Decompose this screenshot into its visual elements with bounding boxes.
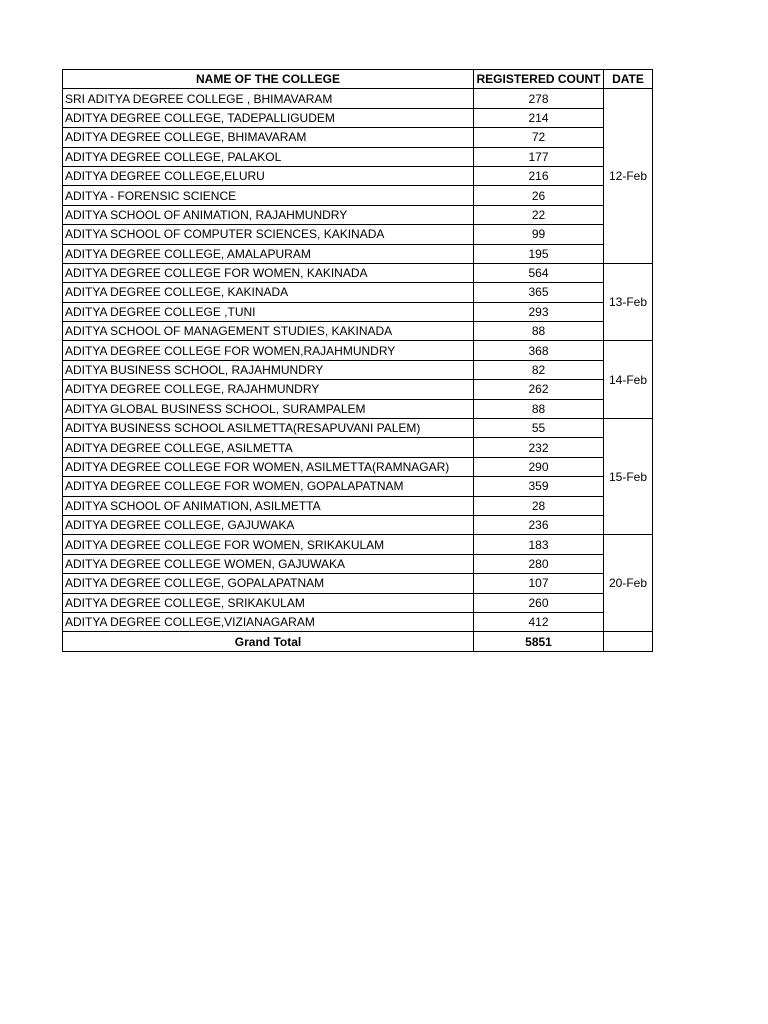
college-name-cell: ADITYA DEGREE COLLEGE FOR WOMEN, KAKINADA (63, 263, 474, 282)
college-name-cell: ADITYA DEGREE COLLEGE, SRIKAKULAM (63, 593, 474, 612)
college-name-cell: ADITYA DEGREE COLLEGE,VIZIANAGARAM (63, 612, 474, 631)
registered-count-cell: 183 (474, 535, 604, 554)
table-body (63, 89, 653, 632)
date-cell: 15-Feb (604, 419, 653, 535)
college-name-cell: ADITYA DEGREE COLLEGE, PALAKOL (63, 147, 474, 166)
table-row (63, 244, 653, 263)
registered-count-cell: 88 (474, 322, 604, 341)
registered-count-cell: 26 (474, 186, 604, 205)
table-row (63, 477, 653, 496)
date-cell: 14-Feb (604, 341, 653, 419)
grand-total-date-cell (604, 632, 653, 651)
table-row (63, 457, 653, 476)
table-row (63, 360, 653, 379)
table-row (63, 535, 653, 554)
registered-count-cell: 412 (474, 612, 604, 631)
registered-count-cell: 260 (474, 593, 604, 612)
table-row (63, 419, 653, 438)
date-cell: 12-Feb (604, 89, 653, 264)
header-registered-count: REGISTERED COUNT (474, 70, 604, 89)
table-row (63, 438, 653, 457)
registered-count-cell: 55 (474, 419, 604, 438)
table-row (63, 380, 653, 399)
table-row (63, 108, 653, 127)
college-name-cell: ADITYA BUSINESS SCHOOL, RAJAHMUNDRY (63, 360, 474, 379)
college-name-cell: SRI ADITYA DEGREE COLLEGE , BHIMAVARAM (63, 89, 474, 108)
college-name-cell: ADITYA SCHOOL OF COMPUTER SCIENCES, KAKINADA (63, 225, 474, 244)
grand-total-label: Grand Total (63, 632, 474, 651)
table-row (63, 574, 653, 593)
registered-count-cell: 365 (474, 283, 604, 302)
registered-count-cell: 368 (474, 341, 604, 360)
table-row (63, 496, 653, 515)
registered-count-cell: 82 (474, 360, 604, 379)
table-row (63, 186, 653, 205)
college-name-cell: ADITYA - FORENSIC SCIENCE (63, 186, 474, 205)
registered-count-cell: 290 (474, 457, 604, 476)
college-name-cell: ADITYA DEGREE COLLEGE WOMEN, GAJUWAKA (63, 554, 474, 573)
registered-count-cell: 88 (474, 399, 604, 418)
table-row (63, 225, 653, 244)
table-row (63, 515, 653, 534)
college-name-cell: ADITYA DEGREE COLLEGE, GAJUWAKA (63, 515, 474, 534)
table-row (63, 89, 653, 108)
college-name-cell: ADITYA DEGREE COLLEGE FOR WOMEN, ASILMETTA(RAMNAGAR) (63, 457, 474, 476)
header-college-name: NAME OF THE COLLEGE (63, 70, 474, 89)
registered-count-cell: 72 (474, 128, 604, 147)
date-cell: 13-Feb (604, 263, 653, 341)
registration-table (62, 69, 653, 652)
table-row (63, 128, 653, 147)
registered-count-cell: 236 (474, 515, 604, 534)
college-name-cell: ADITYA DEGREE COLLEGE, BHIMAVARAM (63, 128, 474, 147)
college-name-cell: ADITYA DEGREE COLLEGE,ELURU (63, 166, 474, 185)
college-name-cell: ADITYA GLOBAL BUSINESS SCHOOL, SURAMPALEM (63, 399, 474, 418)
header-row (63, 70, 653, 89)
college-name-cell: ADITYA DEGREE COLLEGE, ASILMETTA (63, 438, 474, 457)
registered-count-cell: 214 (474, 108, 604, 127)
registered-count-cell: 216 (474, 166, 604, 185)
table-row (63, 147, 653, 166)
registered-count-cell: 293 (474, 302, 604, 321)
table-row (63, 205, 653, 224)
table-row (63, 263, 653, 282)
registered-count-cell: 232 (474, 438, 604, 457)
registered-count-cell: 280 (474, 554, 604, 573)
date-cell: 20-Feb (604, 535, 653, 632)
registered-count-cell: 107 (474, 574, 604, 593)
college-name-cell: ADITYA SCHOOL OF ANIMATION, ASILMETTA (63, 496, 474, 515)
registered-count-cell: 195 (474, 244, 604, 263)
table-row (63, 302, 653, 321)
college-name-cell: ADITYA DEGREE COLLEGE, AMALAPURAM (63, 244, 474, 263)
table-row (63, 399, 653, 418)
registered-count-cell: 177 (474, 147, 604, 166)
registered-count-cell: 278 (474, 89, 604, 108)
header-date: DATE (604, 70, 653, 89)
college-name-cell: ADITYA DEGREE COLLEGE ,TUNI (63, 302, 474, 321)
college-name-cell: ADITYA DEGREE COLLEGE, GOPALAPATNAM (63, 574, 474, 593)
college-name-cell: ADITYA DEGREE COLLEGE, KAKINADA (63, 283, 474, 302)
table-row (63, 593, 653, 612)
college-name-cell: ADITYA DEGREE COLLEGE FOR WOMEN,RAJAHMUNDRY (63, 341, 474, 360)
registered-count-cell: 359 (474, 477, 604, 496)
registered-count-cell: 262 (474, 380, 604, 399)
grand-total-row (63, 632, 653, 651)
college-name-cell: ADITYA DEGREE COLLEGE FOR WOMEN, GOPALAPATNAM (63, 477, 474, 496)
table-row (63, 612, 653, 631)
registered-count-cell: 22 (474, 205, 604, 224)
table-row (63, 554, 653, 573)
college-name-cell: ADITYA DEGREE COLLEGE, TADEPALLIGUDEM (63, 108, 474, 127)
registered-count-cell: 99 (474, 225, 604, 244)
registered-count-cell: 564 (474, 263, 604, 282)
college-name-cell: ADITYA SCHOOL OF ANIMATION, RAJAHMUNDRY (63, 205, 474, 224)
grand-total-count: 5851 (474, 632, 604, 651)
college-name-cell: ADITYA SCHOOL OF MANAGEMENT STUDIES, KAKINADA (63, 322, 474, 341)
registered-count-cell: 28 (474, 496, 604, 515)
college-name-cell: ADITYA BUSINESS SCHOOL ASILMETTA(RESAPUVANI PALEM) (63, 419, 474, 438)
college-name-cell: ADITYA DEGREE COLLEGE FOR WOMEN, SRIKAKULAM (63, 535, 474, 554)
college-name-cell: ADITYA DEGREE COLLEGE, RAJAHMUNDRY (63, 380, 474, 399)
table-row (63, 341, 653, 360)
table-row (63, 283, 653, 302)
table-row (63, 166, 653, 185)
table-row (63, 322, 653, 341)
